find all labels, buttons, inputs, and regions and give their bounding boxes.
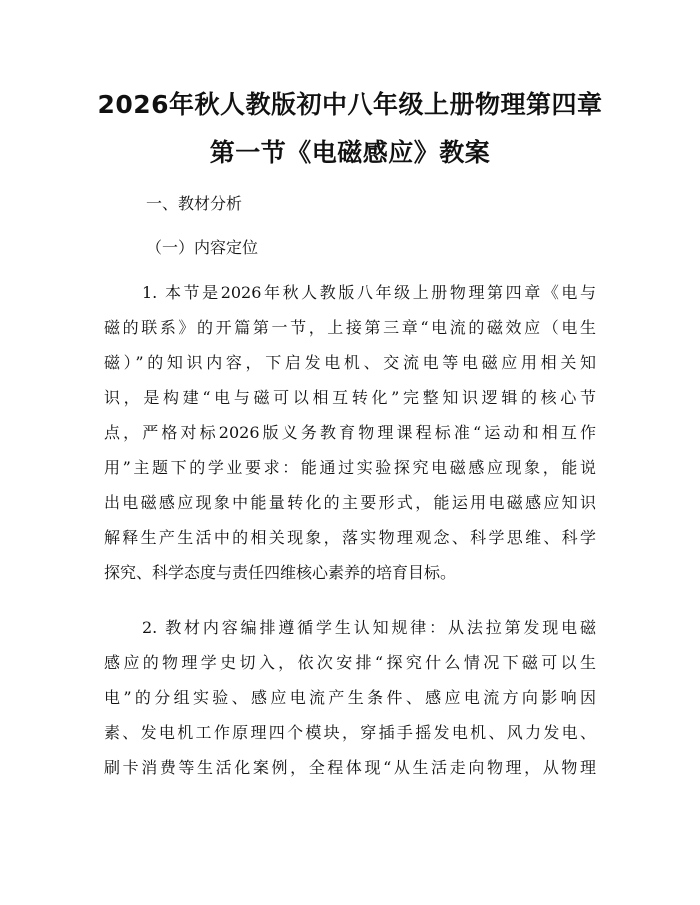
section-heading-textbook-analysis: 一、教材分析 xyxy=(146,194,243,213)
paragraph-2-line: 2. 教材内容编排遵循学生认知规律：从法拉第发现电磁 xyxy=(142,618,596,637)
paragraph-1-line: 磁）”的知识内容，下启发电机、交流电等电磁应用相关知 xyxy=(104,353,596,372)
paragraph-1-line: 探究、科学态度与责任四维核心素养的培育目标。 xyxy=(104,563,457,582)
paragraph-1-line: 出电磁感应现象中能量转化的主要形式，能运用电磁感应知识 xyxy=(104,493,596,512)
paragraph-1-line: 用”主题下的学业要求：能通过实验探究电磁感应现象，能说 xyxy=(104,458,596,477)
paragraph-1-line: 磁的联系》的开篇第一节，上接第三章“电流的磁效应（电生 xyxy=(104,318,596,337)
paragraph-2-line: 感应的物理学史切入，依次安排“探究什么情况下磁可以生 xyxy=(104,653,596,672)
paragraph-1-line: 1. 本节是2026年秋人教版八年级上册物理第四章《电与 xyxy=(142,283,596,302)
paragraph-1-line: 解释生产生活中的相关现象，落实物理观念、科学思维、科学 xyxy=(104,528,596,547)
paragraph-1 xyxy=(104,275,596,590)
paragraph-2-line: 素、发电机工作原理四个模块，穿插手摇发电机、风力发电、 xyxy=(104,723,596,742)
paragraph-2 xyxy=(104,610,596,785)
paragraph-1-line: 点，严格对标2026版义务教育物理课程标准“运动和相互作 xyxy=(104,423,596,442)
paragraph-1-line: 识，是构建“电与磁可以相互转化”完整知识逻辑的核心节 xyxy=(104,388,596,407)
document-title-line-1: 2026年秋人教版初中八年级上册物理第四章 xyxy=(97,90,603,119)
document-title-line-2: 第一节《电磁感应》教案 xyxy=(209,138,491,167)
subsection-heading-content-positioning: （一）内容定位 xyxy=(146,238,259,257)
paragraph-2-line: 电”的分组实验、感应电流产生条件、感应电流方向影响因 xyxy=(104,688,596,707)
paragraph-2-line: 刷卡消费等生活化案例，全程体现“从生活走向物理，从物理 xyxy=(104,758,596,777)
